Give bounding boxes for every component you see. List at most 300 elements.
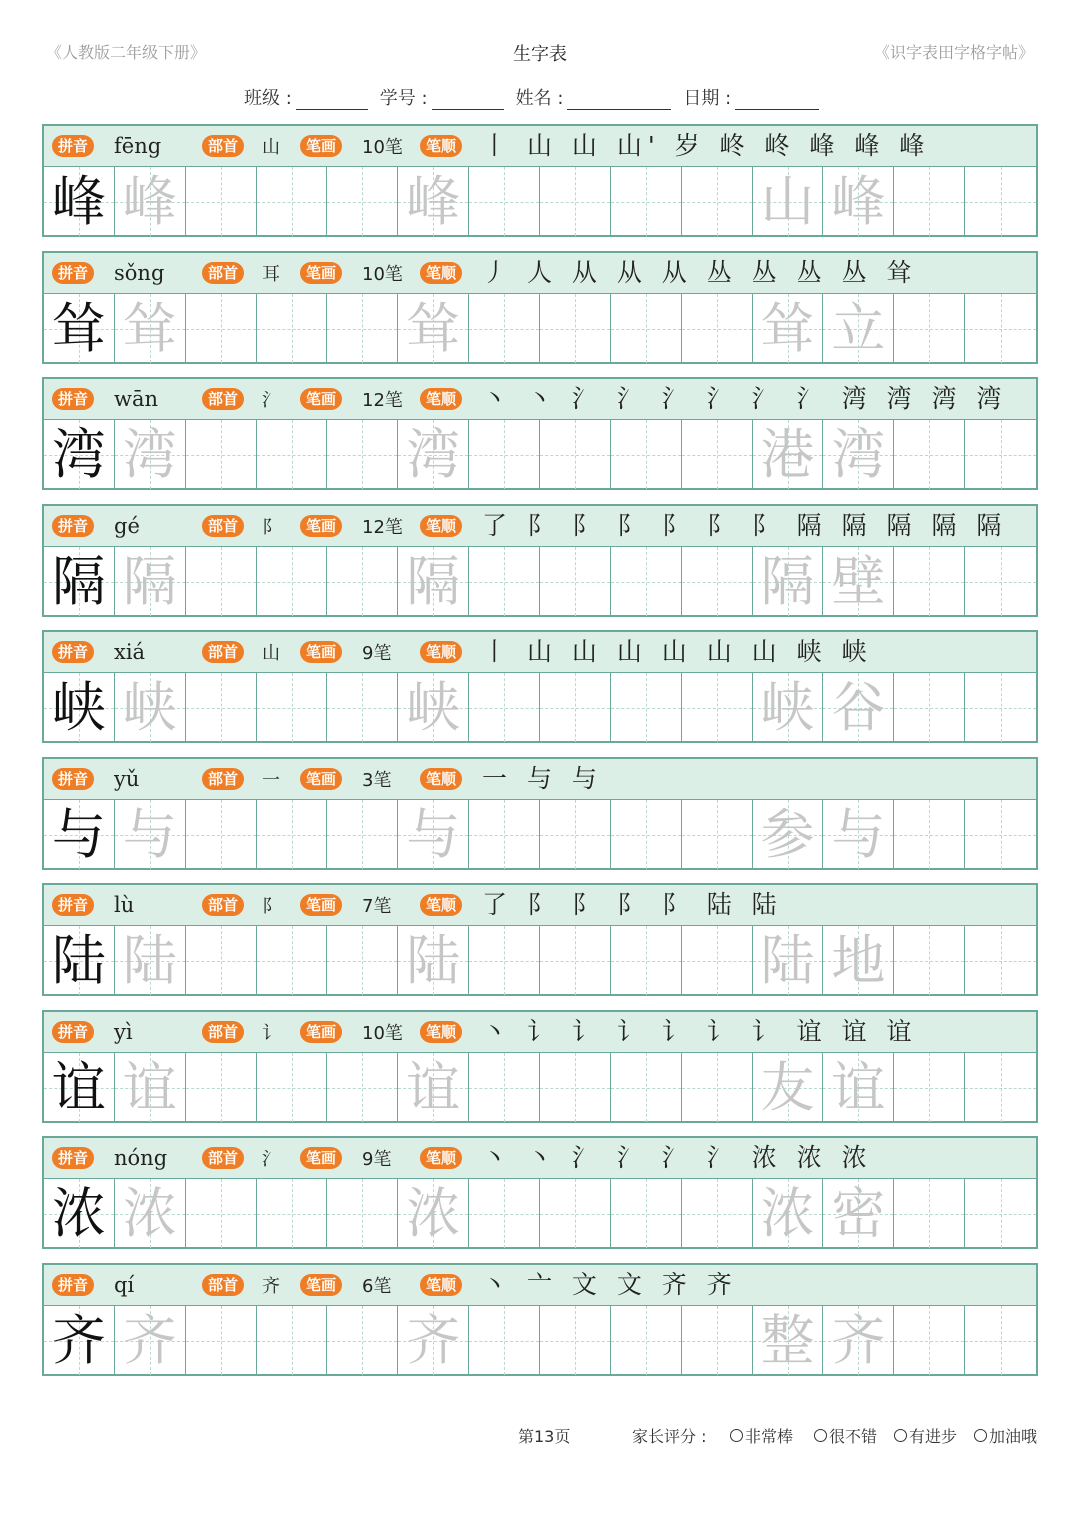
model-character-cell	[44, 420, 115, 489]
stroke-order-badge: 笔顺	[420, 388, 462, 410]
pinyin-badge: 拼音	[52, 135, 94, 157]
pinyin-value: fēng	[114, 134, 162, 158]
radical-value: 讠	[262, 1023, 280, 1044]
practice-cell[interactable]	[894, 167, 965, 236]
class-blank[interactable]	[296, 89, 368, 110]
trace-character: 谷	[831, 675, 886, 739]
practice-cell[interactable]	[682, 800, 753, 869]
practice-cell[interactable]	[823, 800, 894, 869]
practice-cell[interactable]	[540, 1306, 611, 1375]
practice-cell[interactable]	[540, 800, 611, 869]
trace-character: 峡	[760, 675, 815, 739]
practice-cell[interactable]	[469, 1306, 540, 1375]
pinyin-value: qí	[114, 1273, 135, 1297]
stroke-order-value: 了 阝 阝 阝 阝 陆 陆	[482, 890, 783, 919]
trace-character: 谊	[406, 1055, 461, 1119]
practice-cell[interactable]	[611, 420, 682, 489]
practice-cell[interactable]	[257, 926, 328, 995]
character-row	[42, 1263, 1038, 1376]
practice-cell[interactable]	[753, 167, 824, 236]
practice-cell[interactable]	[115, 167, 186, 236]
strokes-value: 3笔	[362, 770, 392, 791]
practice-cell[interactable]	[257, 673, 328, 742]
radical-badge: 部首	[202, 1021, 244, 1043]
radical-value: 山	[262, 137, 280, 158]
trace-character: 陆	[760, 928, 815, 992]
practice-cell[interactable]	[753, 926, 824, 995]
practice-cell[interactable]	[115, 800, 186, 869]
row-header	[44, 1138, 1036, 1179]
student-number-label: 学号 :	[379, 88, 428, 109]
radical-value: 阝	[262, 517, 280, 538]
practice-cell[interactable]	[823, 1053, 894, 1122]
practice-cell[interactable]	[823, 420, 894, 489]
practice-cell[interactable]	[186, 167, 257, 236]
radical-badge: 部首	[202, 262, 244, 284]
stroke-order-badge: 笔顺	[420, 894, 462, 916]
trace-character: 与	[831, 802, 886, 866]
strokes-value: 6笔	[362, 1276, 392, 1297]
practice-cell[interactable]	[611, 673, 682, 742]
strokes-badge: 笔画	[300, 135, 342, 157]
trace-character: 整	[760, 1308, 815, 1372]
pinyin-badge: 拼音	[52, 1274, 94, 1296]
practice-grid	[44, 926, 1036, 995]
practice-cell[interactable]	[753, 673, 824, 742]
stroke-order-badge: 笔顺	[420, 515, 462, 537]
practice-cell[interactable]	[753, 547, 824, 616]
strokes-value: 10笔	[362, 1023, 403, 1044]
trace-character: 陆	[122, 928, 177, 992]
character-row	[42, 251, 1038, 364]
practice-grid	[44, 547, 1036, 616]
practice-cell[interactable]	[115, 673, 186, 742]
practice-cell[interactable]	[186, 673, 257, 742]
trace-character: 陆	[406, 928, 461, 992]
practice-cell[interactable]	[398, 926, 469, 995]
model-character-cell	[44, 1306, 115, 1375]
strokes-badge: 笔画	[300, 262, 342, 284]
model-character: 峰	[51, 169, 106, 233]
practice-cell[interactable]	[965, 800, 1036, 869]
practice-cell[interactable]	[327, 926, 398, 995]
practice-cell[interactable]	[327, 167, 398, 236]
practice-cell[interactable]	[398, 420, 469, 489]
practice-cell[interactable]	[823, 1306, 894, 1375]
practice-cell[interactable]	[398, 547, 469, 616]
character-row	[42, 630, 1038, 743]
practice-cell[interactable]	[965, 1179, 1036, 1248]
practice-grid	[44, 673, 1036, 742]
strokes-badge: 笔画	[300, 1021, 342, 1043]
stroke-order-badge: 笔顺	[420, 1274, 462, 1296]
practice-grid	[44, 167, 1036, 236]
trace-character: 峡	[406, 675, 461, 739]
trace-character: 与	[406, 802, 461, 866]
strokes-value: 10笔	[362, 137, 403, 158]
name-blank[interactable]	[567, 89, 671, 110]
trace-character: 峡	[122, 675, 177, 739]
practice-cell[interactable]	[257, 1053, 328, 1122]
model-character-cell	[44, 1179, 115, 1248]
practice-cell[interactable]	[398, 800, 469, 869]
practice-cell[interactable]	[186, 294, 257, 363]
practice-cell[interactable]	[186, 1306, 257, 1375]
radical-badge: 部首	[202, 894, 244, 916]
practice-cell[interactable]	[894, 1053, 965, 1122]
practice-cell[interactable]	[611, 167, 682, 236]
row-header	[44, 1012, 1036, 1053]
trace-character: 峰	[122, 169, 177, 233]
model-character-cell	[44, 673, 115, 742]
practice-cell[interactable]	[894, 1179, 965, 1248]
practice-cell[interactable]	[186, 1179, 257, 1248]
radical-value: 山	[262, 643, 280, 664]
character-row	[42, 504, 1038, 617]
strokes-badge: 笔画	[300, 1274, 342, 1296]
model-character: 浓	[51, 1181, 106, 1245]
stroke-order-badge: 笔顺	[420, 1021, 462, 1043]
practice-cell[interactable]	[965, 673, 1036, 742]
practice-cell[interactable]	[753, 1306, 824, 1375]
trace-character: 隔	[122, 549, 177, 613]
practice-cell[interactable]	[823, 1179, 894, 1248]
page-title: 生字表	[513, 44, 567, 65]
practice-cell[interactable]	[115, 294, 186, 363]
practice-cell[interactable]	[965, 1053, 1036, 1122]
practice-cell[interactable]	[469, 800, 540, 869]
radical-badge: 部首	[202, 641, 244, 663]
practice-cell[interactable]	[540, 673, 611, 742]
row-header	[44, 759, 1036, 800]
stroke-order-value: 丶 丶 氵 氵 氵 氵 浓 浓 浓	[482, 1143, 873, 1172]
student-number-blank[interactable]	[432, 89, 504, 110]
model-character-cell	[44, 294, 115, 363]
row-header	[44, 126, 1036, 167]
character-row	[42, 1136, 1038, 1249]
name-field[interactable]	[516, 84, 672, 110]
practice-cell[interactable]	[398, 673, 469, 742]
radio-circle-icon	[730, 1429, 743, 1442]
practice-cell[interactable]	[469, 1053, 540, 1122]
model-character-cell	[44, 1053, 115, 1122]
practice-cell[interactable]	[682, 1179, 753, 1248]
trace-character: 谊	[831, 1055, 886, 1119]
practice-cell[interactable]	[611, 294, 682, 363]
practice-cell[interactable]	[965, 420, 1036, 489]
practice-cell[interactable]	[257, 1306, 328, 1375]
book-title: 《人教版二年级下册》	[46, 43, 207, 62]
practice-cell[interactable]	[823, 673, 894, 742]
practice-cell[interactable]	[611, 1179, 682, 1248]
strokes-value: 10笔	[362, 264, 403, 285]
practice-cell[interactable]	[469, 420, 540, 489]
practice-cell[interactable]	[257, 167, 328, 236]
practice-cell[interactable]	[823, 167, 894, 236]
practice-cell[interactable]	[894, 926, 965, 995]
practice-cell[interactable]	[327, 294, 398, 363]
practice-cell[interactable]	[257, 420, 328, 489]
practice-cell[interactable]	[753, 420, 824, 489]
parent-rating-label: 家长评分 :	[632, 1427, 707, 1446]
practice-cell[interactable]	[682, 294, 753, 363]
strokes-value: 9笔	[362, 1149, 392, 1170]
row-header	[44, 253, 1036, 294]
trace-character: 与	[122, 802, 177, 866]
practice-cell[interactable]	[186, 1053, 257, 1122]
radical-value: 氵	[262, 390, 280, 411]
practice-cell[interactable]	[186, 420, 257, 489]
student-info-row	[244, 84, 819, 110]
trace-character: 湾	[831, 422, 886, 486]
trace-character: 峰	[406, 169, 461, 233]
practice-cell[interactable]	[894, 420, 965, 489]
practice-cell[interactable]	[611, 1306, 682, 1375]
practice-cell[interactable]	[823, 926, 894, 995]
class-field[interactable]	[244, 84, 368, 110]
practice-cell[interactable]	[611, 547, 682, 616]
practice-cell[interactable]	[540, 294, 611, 363]
rating-option-improving[interactable]: 有进步	[894, 1424, 957, 1447]
stroke-order-value: 丿 人 从 从 从 丛 丛 丛 丛 耸	[482, 258, 918, 287]
practice-cell[interactable]	[965, 167, 1036, 236]
strokes-badge: 笔画	[300, 1147, 342, 1169]
practice-cell[interactable]	[682, 673, 753, 742]
date-blank[interactable]	[735, 89, 819, 110]
trace-character: 齐	[122, 1308, 177, 1372]
trace-character: 峰	[831, 169, 886, 233]
trace-character: 壁	[831, 549, 886, 613]
rating-option-good[interactable]: 很不错	[814, 1424, 877, 1447]
practice-cell[interactable]	[540, 167, 611, 236]
rating-option-keep-going[interactable]: 加油哦	[974, 1424, 1037, 1447]
practice-cell[interactable]	[398, 294, 469, 363]
practice-cell[interactable]	[186, 926, 257, 995]
pinyin-badge: 拼音	[52, 768, 94, 790]
practice-grid	[44, 1053, 1036, 1122]
trace-character: 隔	[760, 549, 815, 613]
stroke-order-badge: 笔顺	[420, 135, 462, 157]
pinyin-badge: 拼音	[52, 262, 94, 284]
practice-cell[interactable]	[965, 547, 1036, 616]
radio-circle-icon	[974, 1429, 987, 1442]
trace-character: 密	[831, 1181, 886, 1245]
practice-cell[interactable]	[115, 1306, 186, 1375]
radical-badge: 部首	[202, 515, 244, 537]
practice-cell[interactable]	[682, 420, 753, 489]
practice-cell[interactable]	[257, 800, 328, 869]
practice-cell[interactable]	[327, 420, 398, 489]
practice-cell[interactable]	[327, 673, 398, 742]
practice-cell[interactable]	[186, 800, 257, 869]
rating-option-excellent[interactable]: 非常棒	[730, 1424, 793, 1447]
practice-cell[interactable]	[115, 420, 186, 489]
practice-cell[interactable]	[398, 1306, 469, 1375]
practice-cell[interactable]	[398, 1053, 469, 1122]
trace-character: 港	[760, 422, 815, 486]
radical-badge: 部首	[202, 1147, 244, 1169]
trace-character: 耸	[406, 296, 461, 360]
practice-cell[interactable]	[469, 547, 540, 616]
practice-cell[interactable]	[257, 294, 328, 363]
model-character: 谊	[51, 1055, 106, 1119]
practice-grid	[44, 294, 1036, 363]
radical-badge: 部首	[202, 768, 244, 790]
practice-cell[interactable]	[682, 1306, 753, 1375]
practice-cell[interactable]	[753, 800, 824, 869]
practice-cell[interactable]	[327, 547, 398, 616]
trace-character: 浓	[122, 1181, 177, 1245]
pinyin-value: wān	[114, 387, 159, 411]
trace-character: 谊	[122, 1055, 177, 1119]
trace-character: 山	[760, 169, 815, 233]
model-character: 与	[51, 802, 106, 866]
series-title: 《识字表田字格字帖》	[873, 43, 1034, 62]
model-character-cell	[44, 547, 115, 616]
model-character: 峡	[51, 675, 106, 739]
model-character: 湾	[51, 422, 106, 486]
pinyin-badge: 拼音	[52, 894, 94, 916]
practice-cell[interactable]	[469, 1179, 540, 1248]
practice-cell[interactable]	[469, 294, 540, 363]
trace-character: 参	[760, 802, 815, 866]
pinyin-value: xiá	[114, 640, 146, 664]
practice-cell[interactable]	[327, 1179, 398, 1248]
radio-circle-icon	[814, 1429, 827, 1442]
pinyin-value: yì	[114, 1020, 133, 1044]
practice-cell[interactable]	[965, 1306, 1036, 1375]
trace-character: 立	[831, 296, 886, 360]
row-header	[44, 1265, 1036, 1306]
practice-cell[interactable]	[894, 1306, 965, 1375]
practice-cell[interactable]	[327, 1053, 398, 1122]
practice-cell[interactable]	[469, 673, 540, 742]
strokes-value: 12笔	[362, 517, 403, 538]
pinyin-value: sǒng	[114, 261, 165, 285]
practice-cell[interactable]	[894, 294, 965, 363]
pinyin-badge: 拼音	[52, 388, 94, 410]
practice-cell[interactable]	[894, 673, 965, 742]
practice-cell[interactable]	[682, 1053, 753, 1122]
practice-grid	[44, 420, 1036, 489]
strokes-value: 12笔	[362, 390, 403, 411]
practice-cell[interactable]	[540, 926, 611, 995]
student-number-field[interactable]	[380, 84, 504, 110]
pinyin-value: lù	[114, 893, 135, 917]
radical-value: 耳	[262, 264, 280, 285]
practice-cell[interactable]	[115, 547, 186, 616]
row-header	[44, 506, 1036, 547]
trace-character: 齐	[831, 1308, 886, 1372]
page-number: 第13页	[518, 1427, 571, 1446]
row-header	[44, 379, 1036, 420]
pinyin-value: yǔ	[114, 767, 140, 791]
practice-cell[interactable]	[327, 800, 398, 869]
practice-cell[interactable]	[115, 926, 186, 995]
practice-grid	[44, 800, 1036, 869]
pinyin-value: gé	[114, 514, 140, 538]
trace-character: 地	[831, 928, 886, 992]
pinyin-badge: 拼音	[52, 641, 94, 663]
radical-value: 一	[262, 770, 280, 791]
trace-character: 浓	[760, 1181, 815, 1245]
practice-cell[interactable]	[398, 1179, 469, 1248]
stroke-order-badge: 笔顺	[420, 768, 462, 790]
radical-badge: 部首	[202, 388, 244, 410]
practice-cell[interactable]	[753, 294, 824, 363]
practice-cell[interactable]	[469, 926, 540, 995]
practice-cell[interactable]	[540, 1179, 611, 1248]
practice-cell[interactable]	[823, 294, 894, 363]
pinyin-value: nóng	[114, 1146, 168, 1170]
date-field[interactable]	[683, 84, 819, 110]
practice-cell[interactable]	[611, 1053, 682, 1122]
stroke-order-badge: 笔顺	[420, 1147, 462, 1169]
radical-value: 齐	[262, 1276, 280, 1297]
character-row	[42, 124, 1038, 237]
practice-cell[interactable]	[611, 800, 682, 869]
practice-cell[interactable]	[398, 167, 469, 236]
practice-cell[interactable]	[257, 547, 328, 616]
row-header	[44, 632, 1036, 673]
practice-cell[interactable]	[965, 926, 1036, 995]
practice-cell[interactable]	[327, 1306, 398, 1375]
practice-cell[interactable]	[186, 547, 257, 616]
practice-cell[interactable]	[682, 926, 753, 995]
practice-cell[interactable]	[894, 547, 965, 616]
practice-cell[interactable]	[753, 1179, 824, 1248]
trace-character: 湾	[122, 422, 177, 486]
practice-cell[interactable]	[257, 1179, 328, 1248]
character-row	[42, 883, 1038, 996]
practice-cell[interactable]	[115, 1179, 186, 1248]
strokes-value: 7笔	[362, 896, 392, 917]
radical-badge: 部首	[202, 1274, 244, 1296]
trace-character: 湾	[406, 422, 461, 486]
character-row	[42, 1010, 1038, 1123]
practice-cell[interactable]	[540, 420, 611, 489]
strokes-badge: 笔画	[300, 768, 342, 790]
radical-value: 阝	[262, 896, 280, 917]
practice-cell[interactable]	[115, 1053, 186, 1122]
practice-cell[interactable]	[753, 1053, 824, 1122]
model-character: 隔	[51, 549, 106, 613]
practice-cell[interactable]	[540, 547, 611, 616]
strokes-badge: 笔画	[300, 388, 342, 410]
practice-cell[interactable]	[823, 547, 894, 616]
character-row	[42, 377, 1038, 490]
stroke-order-value: 丨 山 山 山 山 山 山 峡 峡	[482, 637, 873, 666]
model-character: 耸	[51, 296, 106, 360]
stroke-order-badge: 笔顺	[420, 641, 462, 663]
character-row	[42, 757, 1038, 870]
strokes-badge: 笔画	[300, 515, 342, 537]
practice-cell[interactable]	[469, 167, 540, 236]
pinyin-badge: 拼音	[52, 1147, 94, 1169]
practice-cell[interactable]	[894, 800, 965, 869]
practice-cell[interactable]	[682, 167, 753, 236]
name-label: 姓名 :	[515, 88, 564, 109]
strokes-value: 9笔	[362, 643, 392, 664]
stroke-order-value: 丶 讠 讠 讠 讠 讠 讠 谊 谊 谊	[482, 1017, 918, 1046]
practice-cell[interactable]	[965, 294, 1036, 363]
practice-cell[interactable]	[540, 1053, 611, 1122]
model-character: 齐	[51, 1308, 106, 1372]
strokes-badge: 笔画	[300, 894, 342, 916]
practice-cell[interactable]	[682, 547, 753, 616]
practice-cell[interactable]	[611, 926, 682, 995]
radio-circle-icon	[894, 1429, 907, 1442]
